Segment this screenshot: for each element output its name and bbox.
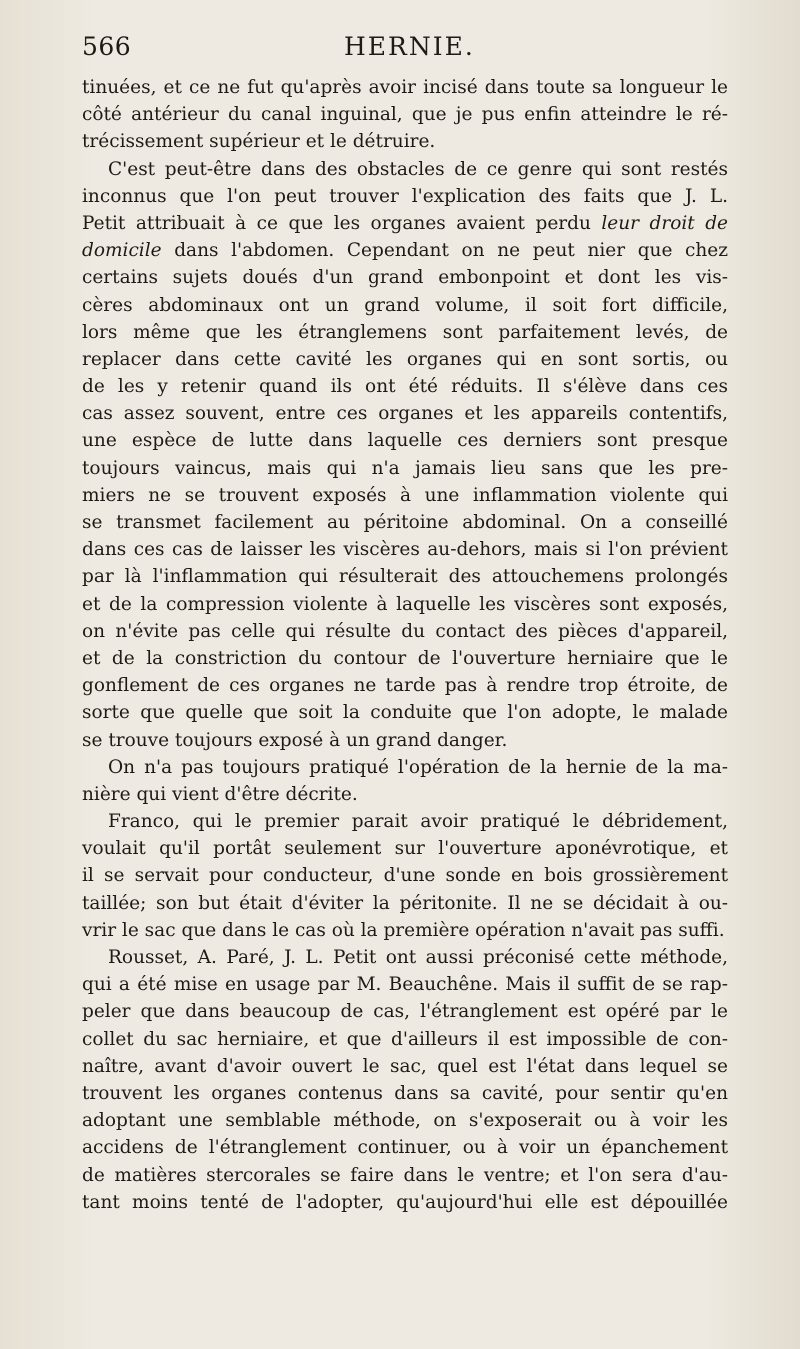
- text-line: [82, 400, 728, 427]
- text-line: [82, 890, 728, 917]
- line-text: peler que dans beaucoup de cas, l'étranglement est opéré par le: [82, 1001, 728, 1023]
- line-text: sorte que quelle que soit la conduite que l'on adopte, le malade: [82, 702, 728, 724]
- text-line: [82, 346, 728, 373]
- text-line: [82, 672, 728, 699]
- line-text: taillée; son but était d'éviter la péritonite. Il ne se décidait à ou-: [82, 892, 728, 914]
- page-number: 566: [82, 32, 132, 61]
- line-text: côté antérieur du canal inguinal, que je pus enfin atteindre le ré-: [82, 104, 728, 126]
- line-text: toujours vaincus, mais qui n'a jamais lieu sans que les pre-: [82, 457, 728, 479]
- text-line: [82, 917, 728, 944]
- text-line: [82, 1162, 728, 1189]
- line-text: collet du sac herniaire, et que d'ailleurs il est impossible de con-: [82, 1028, 728, 1050]
- text-line: [82, 427, 728, 454]
- text-line: [82, 1026, 728, 1053]
- text-line: [82, 781, 728, 808]
- line-text: miers ne se trouvent exposés à une inflammation violente qui: [82, 484, 728, 506]
- text-line: [82, 455, 728, 482]
- line-text: dans l'abdomen. Cependant on ne peut nier que chez: [161, 240, 728, 262]
- text-line: [82, 183, 728, 210]
- text-line: [82, 482, 728, 509]
- line-text: lors même que les étranglemens sont parfaitement levés, de: [82, 321, 728, 343]
- line-text: cas assez souvent, entre ces organes et les appareils contentifs,: [82, 403, 728, 425]
- text-line: [82, 292, 728, 319]
- text-line: [82, 264, 728, 291]
- text-line: [82, 699, 728, 726]
- text-line: [82, 128, 728, 155]
- text-line: [82, 210, 728, 237]
- line-text: Rousset, A. Paré, J. L. Petit ont aussi préconisé cette méthode,: [108, 947, 728, 968]
- text-line: [82, 645, 728, 672]
- text-line: [82, 862, 728, 889]
- line-text: inconnus que l'on peut trouver l'explication des faits que J. L.: [82, 185, 728, 207]
- running-head: [82, 32, 728, 70]
- text-line: [82, 944, 728, 971]
- line-text: par là l'inflammation qui résulterait des attouchemens prolongés: [82, 566, 728, 588]
- line-text: dans ces cas de laisser les viscères au-dehors, mais si l'on prévient: [82, 539, 728, 561]
- italic-phrase: leur droit de: [601, 212, 728, 234]
- line-text: on n'évite pas celle qui résulte du contact des pièces d'appareil,: [82, 620, 728, 642]
- text-line: [82, 373, 728, 400]
- line-text: vrir le sac que dans le cas où la première opération n'avait pas suffi.: [82, 919, 725, 941]
- line-text: adoptant une semblable méthode, on s'exposerait ou à voir les: [82, 1110, 728, 1132]
- line-text: accidens de l'étranglement continuer, ou à voir un épanchement: [82, 1137, 728, 1159]
- line-text: C'est peut-être dans des obstacles de ce genre qui sont restés: [108, 158, 728, 180]
- text-line: [82, 808, 728, 835]
- text-line: [82, 618, 728, 645]
- text-line: [82, 835, 728, 862]
- text-line: [82, 1053, 728, 1080]
- line-text: de matières stercorales se faire dans le ventre; et l'on sera d'au-: [82, 1164, 728, 1186]
- text-line: [82, 1189, 728, 1216]
- text-line: [82, 998, 728, 1025]
- text-line: [82, 319, 728, 346]
- line-text: trouvent les organes contenus dans sa cavité, pour sentir qu'en: [82, 1082, 728, 1104]
- line-text: Petit attribuait à ce que les organes avaient perdu: [82, 212, 602, 234]
- line-text: nière qui vient d'être décrite.: [82, 783, 358, 805]
- line-text: cères abdominaux ont un grand volume, il soit fort difficile,: [82, 294, 728, 316]
- line-text: se trouve toujours exposé à un grand danger.: [82, 729, 508, 751]
- text-line: [82, 1080, 728, 1107]
- body-text: [82, 74, 728, 1216]
- line-text: une espèce de lutte dans laquelle ces derniers sont presque: [82, 430, 728, 452]
- line-text: certains sujets doués d'un grand embonpoint et dont les vis-: [82, 267, 728, 289]
- text-line: [82, 536, 728, 563]
- italic-phrase: domicile: [82, 240, 162, 262]
- line-text: de les y retenir quand ils ont été réduits. Il s'élève dans ces: [82, 376, 728, 398]
- line-text: trécissement supérieur et le détruire.: [82, 131, 436, 153]
- line-text: voulait qu'il portât seulement sur l'ouverture aponévrotique, et: [82, 838, 728, 860]
- line-text: gonflement de ces organes ne tarde pas à rendre trop étroite, de: [82, 675, 728, 697]
- line-text: et de la compression violente à laquelle les viscères sont exposés,: [82, 593, 728, 615]
- line-text: il se servait pour conducteur, d'une sonde en bois grossièrement: [82, 865, 728, 887]
- line-text: qui a été mise en usage par M. Beauchêne. Mais il suffit de se rap-: [82, 974, 728, 996]
- line-text: tant moins tenté de l'adopter, qu'aujourd'hui elle est dépouillée: [82, 1191, 728, 1213]
- text-line: [82, 563, 728, 590]
- text-line: [82, 74, 728, 101]
- text-line: [82, 727, 728, 754]
- line-text: et de la constriction du contour de l'ouverture herniaire que le: [82, 647, 728, 669]
- text-line: [82, 754, 728, 781]
- line-text: naître, avant d'avoir ouvert le sac, quel est l'état dans lequel se: [82, 1055, 728, 1077]
- text-line: [82, 101, 728, 128]
- text-line: [82, 1107, 728, 1134]
- text-line: [82, 1134, 728, 1161]
- line-text: se transmet facilement au péritoine abdominal. On a conseillé: [82, 512, 728, 533]
- text-line: [82, 509, 728, 536]
- text-line: [82, 156, 728, 183]
- text-line: [82, 971, 728, 998]
- text-line: [82, 237, 728, 264]
- line-text: On n'a pas toujours pratiqué l'opération de la hernie de la ma-: [108, 756, 728, 778]
- text-line: [82, 591, 728, 618]
- running-title: HERNIE.: [344, 32, 475, 61]
- line-text: Franco, qui le premier parait avoir pratiqué le débridement,: [108, 811, 728, 833]
- line-text: tinuées, et ce ne fut qu'après avoir incisé dans toute sa longueur le: [82, 77, 728, 98]
- line-text: replacer dans cette cavité les organes qui en sont sortis, ou: [82, 348, 728, 370]
